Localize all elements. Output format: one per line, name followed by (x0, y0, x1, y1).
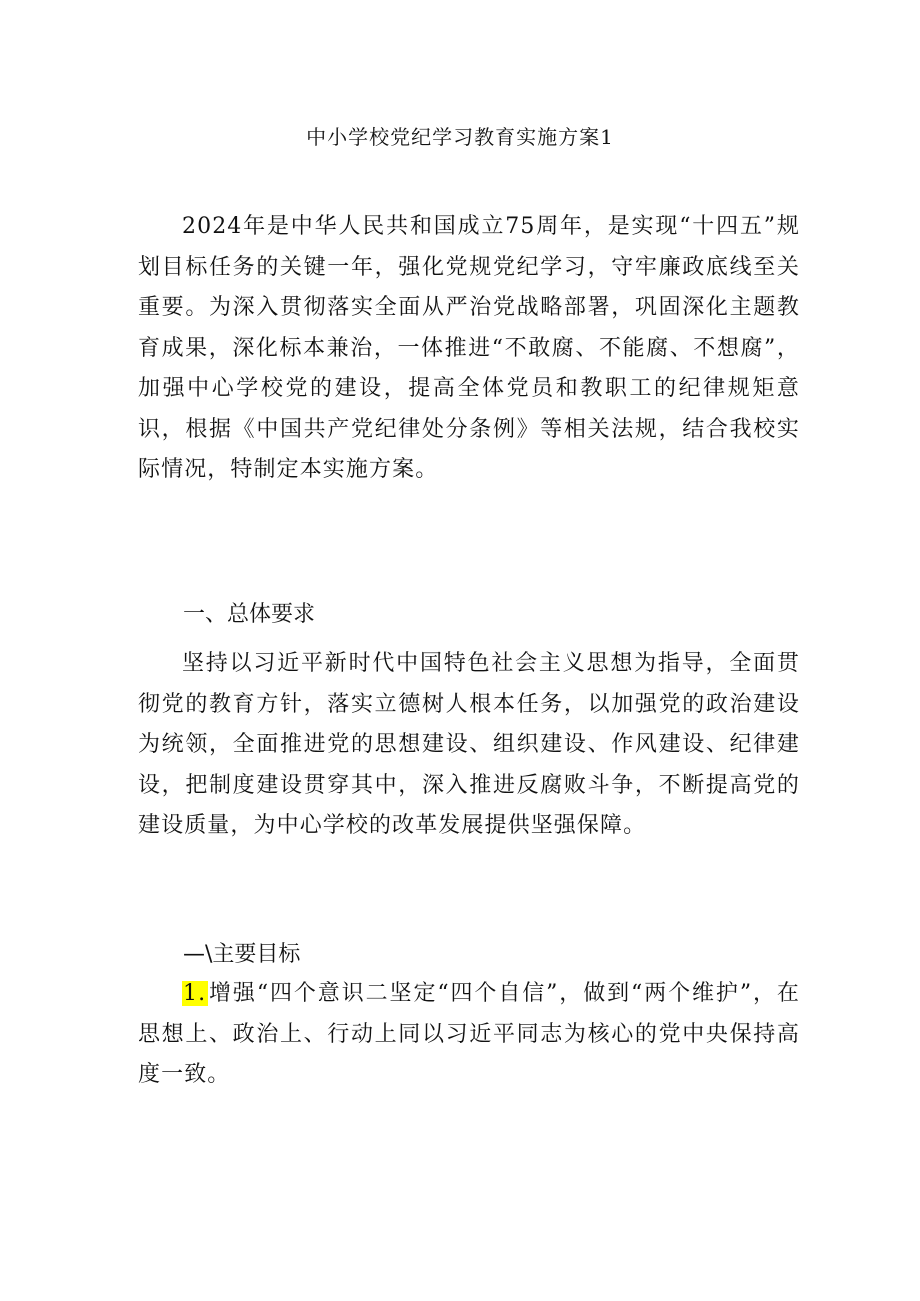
section-heading-main-goals: —\主要目标 (183, 942, 301, 967)
overall-requirements-paragraph: 坚持以习近平新时代中国特色社会主义思想为指导，全面贯彻党的教育方针，落实立德树人根本任务，以加强党的政治建设为统领，全面推进党的思想建设、组织建设、作风建设、纪律建设，把制度建设贯穿其中，深入推进反腐败斗争，不断提高党的建设质量，为中心学校的改革发展提供坚强保障。 (138, 651, 800, 838)
document-title: 中小学校党纪学习教育实施方案1 (306, 125, 614, 149)
highlighted-item-number: 1. (183, 981, 207, 1006)
intro-paragraph: 2024年是中华人民共和国成立75周年，是实现“十四五”规划目标任务的关键一年，强化党规党纪学习，守牢廉政底线至关重要。为深入贯彻落实全面从严治党战略部署，巩固深化主题教育成果，深化标本兼治，一体推进“不敢腐、不能腐、不想腐”，加强中心学校党的建设，提高全体党员和教职工的纪律规矩意识，根据《中国共产党纪律处分条例》等相关法规，结合我校实际情况，特制定本实施方案。 (138, 214, 800, 482)
main-goals-paragraph (138, 974, 800, 1096)
section-heading-overall-requirements: 一、总体要求 (183, 602, 316, 627)
main-goals-item-text: 增强“四个意识二坚定“四个自信”，做到“两个维护”，在思想上、政治上、行动上同以习近平同志为核心的党中央保持高度一致。 (138, 981, 800, 1087)
